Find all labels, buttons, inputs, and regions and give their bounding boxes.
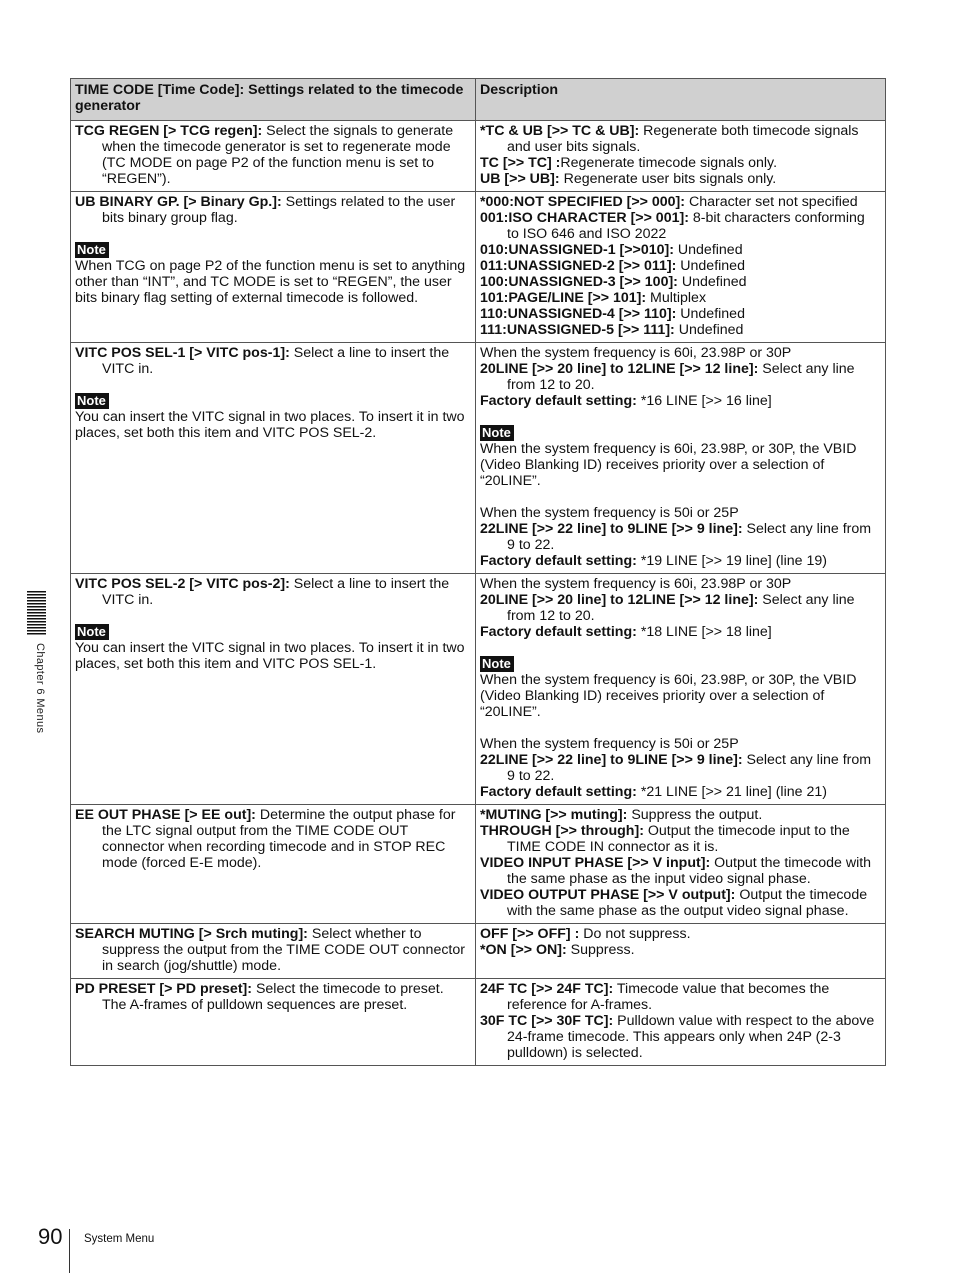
setting-text: Select the timecode to preset. The A-frames of pulldown sequences are preset. <box>102 981 444 1013</box>
note-badge: Note <box>480 425 514 441</box>
setting-text: Select a line to insert the VITC in. <box>102 345 450 377</box>
option-text: Undefined <box>676 306 745 322</box>
option-text: Select any line from 12 to 20. <box>507 592 855 624</box>
setting-name: VITC POS SEL-2 [> VITC pos-2]: <box>75 576 290 592</box>
note-text: You can insert the VITC signal in two places. To insert it in two places, set both this item and VITC POS SEL-2. <box>75 409 465 441</box>
setting-cell <box>71 805 476 924</box>
setting-text: Select a line to insert the VITC in. <box>102 576 450 608</box>
option-text: Select any line from 9 to 22. <box>507 521 872 553</box>
description-cell <box>476 924 886 979</box>
option-text: Regenerate user bits signals only. <box>559 171 777 187</box>
note-text: When the system frequency is 60i, 23.98P, or 30P, the VBID (Video Blanking ID) receives priority over a selection of “20LINE”. <box>480 672 857 720</box>
note-badge: Note <box>75 624 109 640</box>
option-name: 001:ISO CHARACTER [>> 001]: <box>480 210 689 226</box>
default-label: Factory default setting: <box>480 624 637 640</box>
note-badge: Note <box>480 656 514 672</box>
option-name: *000:NOT SPECIFIED [>> 000]: <box>480 194 685 210</box>
note-text: When the system frequency is 60i, 23.98P, or 30P, the VBID (Video Blanking ID) receives priority over a selection of “20LINE”. <box>480 441 857 489</box>
footer-section-title: System Menu <box>84 1233 155 1245</box>
option-name: 24F TC [>> 24F TC]: <box>480 981 614 997</box>
option-name: 011:UNASSIGNED-2 [>> 011]: <box>480 258 677 274</box>
frequency-heading: When the system frequency is 50i or 25P <box>480 736 739 752</box>
note-badge: Note <box>75 393 109 409</box>
option-text: Regenerate timecode signals only. <box>560 155 778 171</box>
table-row <box>71 121 886 192</box>
option-text: Select any line from 12 to 20. <box>507 361 855 393</box>
description-cell <box>476 979 886 1066</box>
setting-name: EE OUT PHASE [> EE out]: <box>75 807 256 823</box>
setting-cell <box>71 924 476 979</box>
default-label: Factory default setting: <box>480 553 637 569</box>
table-row <box>71 805 886 924</box>
setting-name: VITC POS SEL-1 [> VITC pos-1]: <box>75 345 290 361</box>
frequency-heading: When the system frequency is 50i or 25P <box>480 505 739 521</box>
default-value: *16 LINE [>> 16 line] <box>636 393 772 409</box>
option-name: 30F TC [>> 30F TC]: <box>480 1013 614 1029</box>
option-name: *TC & UB [>> TC & UB]: <box>480 123 640 139</box>
table-row <box>71 192 886 343</box>
option-text: Character set not specified <box>685 194 858 210</box>
option-name: 010:UNASSIGNED-1 [>>010]: <box>480 242 674 258</box>
note-text: When TCG on page P2 of the function menu is set to anything other than “INT”, and TC MODE is set to “REGEN”, the user bits binary flag setting of external timecode is followed. <box>75 258 466 306</box>
table-header-row <box>71 79 886 121</box>
table-row <box>71 343 886 574</box>
setting-name: SEARCH MUTING [> Srch muting]: <box>75 926 308 942</box>
option-name: UB [>> UB]: <box>480 171 560 187</box>
chapter-label: Chapter 6 Menus <box>34 643 46 734</box>
option-name: 20LINE [>> 20 line] to 12LINE [>> 12 line]: <box>480 592 759 608</box>
option-name: 100:UNASSIGNED-3 [>> 100]: <box>480 274 678 290</box>
option-name: OFF [>> OFF] : <box>480 926 580 942</box>
table-row <box>71 979 886 1066</box>
option-name: VIDEO OUTPUT PHASE [>> V output]: <box>480 887 736 903</box>
setting-name: PD PRESET [> PD preset]: <box>75 981 252 997</box>
option-text: Undefined <box>676 258 745 274</box>
setting-name: UB BINARY GP. [> Binary Gp.]: <box>75 194 282 210</box>
option-text: Do not suppress. <box>579 926 691 942</box>
option-text: Output the timecode input to the TIME CODE IN connector as it is. <box>507 823 850 855</box>
default-label: Factory default setting: <box>480 784 637 800</box>
setting-name: TCG REGEN [> TCG regen]: <box>75 123 263 139</box>
option-name: THROUGH [>> through]: <box>480 823 644 839</box>
option-text: Select any line from 9 to 22. <box>507 752 872 784</box>
option-text: Timecode value that becomes the reference for A-frames. <box>507 981 830 1013</box>
option-name: 101:PAGE/LINE [>> 101]: <box>480 290 647 306</box>
option-name: TC [>> TC] : <box>480 155 561 171</box>
header-description: Description <box>476 79 886 121</box>
setting-text: Determine the output phase for the LTC signal output from the TIME CODE OUT connector when recording timecode and in STOP REC mode (forced E-E mode). <box>102 807 456 871</box>
default-label: Factory default setting: <box>480 393 637 409</box>
option-text: Suppress. <box>566 942 635 958</box>
option-text: Output the timecode with the same phase as the output video signal phase. <box>507 887 868 919</box>
setting-text: Select whether to suppress the output from the TIME CODE OUT connector in search (jog/shuttle) mode. <box>102 926 465 974</box>
option-text: Undefined <box>674 322 744 338</box>
option-text: Regenerate both timecode signals and user bits signals. <box>507 123 859 155</box>
setting-cell <box>71 979 476 1066</box>
table-row <box>71 924 886 979</box>
description-cell <box>476 192 886 343</box>
setting-cell <box>71 192 476 343</box>
chapter-tab-marker <box>27 591 46 635</box>
option-text: Undefined <box>673 242 743 258</box>
option-name: *MUTING [>> muting]: <box>480 807 628 823</box>
note-badge: Note <box>75 242 109 258</box>
timecode-settings-table <box>70 78 886 1066</box>
option-text: Multiplex <box>646 290 707 306</box>
option-name: 22LINE [>> 22 line] to 9LINE [>> 9 line]: <box>480 752 743 768</box>
setting-cell <box>71 574 476 805</box>
setting-cell <box>71 343 476 574</box>
option-name: 110:UNASSIGNED-4 [>> 110]: <box>480 306 677 322</box>
footer-divider <box>69 1229 70 1273</box>
option-name: 20LINE [>> 20 line] to 12LINE [>> 12 line]: <box>480 361 759 377</box>
description-cell <box>476 574 886 805</box>
option-name: 22LINE [>> 22 line] to 9LINE [>> 9 line]: <box>480 521 743 537</box>
default-value: *21 LINE [>> 21 line] (line 21) <box>636 784 827 800</box>
option-text: Suppress the output. <box>627 807 763 823</box>
frequency-heading: When the system frequency is 60i, 23.98P or 30P <box>480 576 792 592</box>
default-value: *19 LINE [>> 19 line] (line 19) <box>636 553 827 569</box>
description-cell <box>476 343 886 574</box>
description-cell <box>476 805 886 924</box>
option-name: *ON [>> ON]: <box>480 942 567 958</box>
page-number: 90 <box>38 1224 63 1249</box>
frequency-heading: When the system frequency is 60i, 23.98P or 30P <box>480 345 792 361</box>
description-cell <box>476 121 886 192</box>
default-value: *18 LINE [>> 18 line] <box>636 624 772 640</box>
option-text: Output the timecode with the same phase as the input video signal phase. <box>507 855 872 887</box>
option-name: VIDEO INPUT PHASE [>> V input]: <box>480 855 711 871</box>
note-text: You can insert the VITC signal in two places. To insert it in two places, set both this item and VITC POS SEL-1. <box>75 640 465 672</box>
setting-text: Settings related to the user bits binary group flag. <box>102 194 456 226</box>
option-text: Pulldown value with respect to the above 24-frame timecode. This appears only when 24P (2-3 pulldown) is selected. <box>507 1013 875 1061</box>
table-row <box>71 574 886 805</box>
header-settings: TIME CODE [Time Code]: Settings related to the timecode generator <box>71 79 476 121</box>
option-text: 8-bit characters conforming to ISO 646 and ISO 2022 <box>507 210 865 242</box>
setting-text: Select the signals to generate when the timecode generator is set to regenerate mode (TC MODE on page P2 of the function menu is set to “REGEN”). <box>102 123 454 187</box>
option-name: 111:UNASSIGNED-5 [>> 111]: <box>480 322 675 338</box>
option-text: Undefined <box>677 274 747 290</box>
setting-cell <box>71 121 476 192</box>
